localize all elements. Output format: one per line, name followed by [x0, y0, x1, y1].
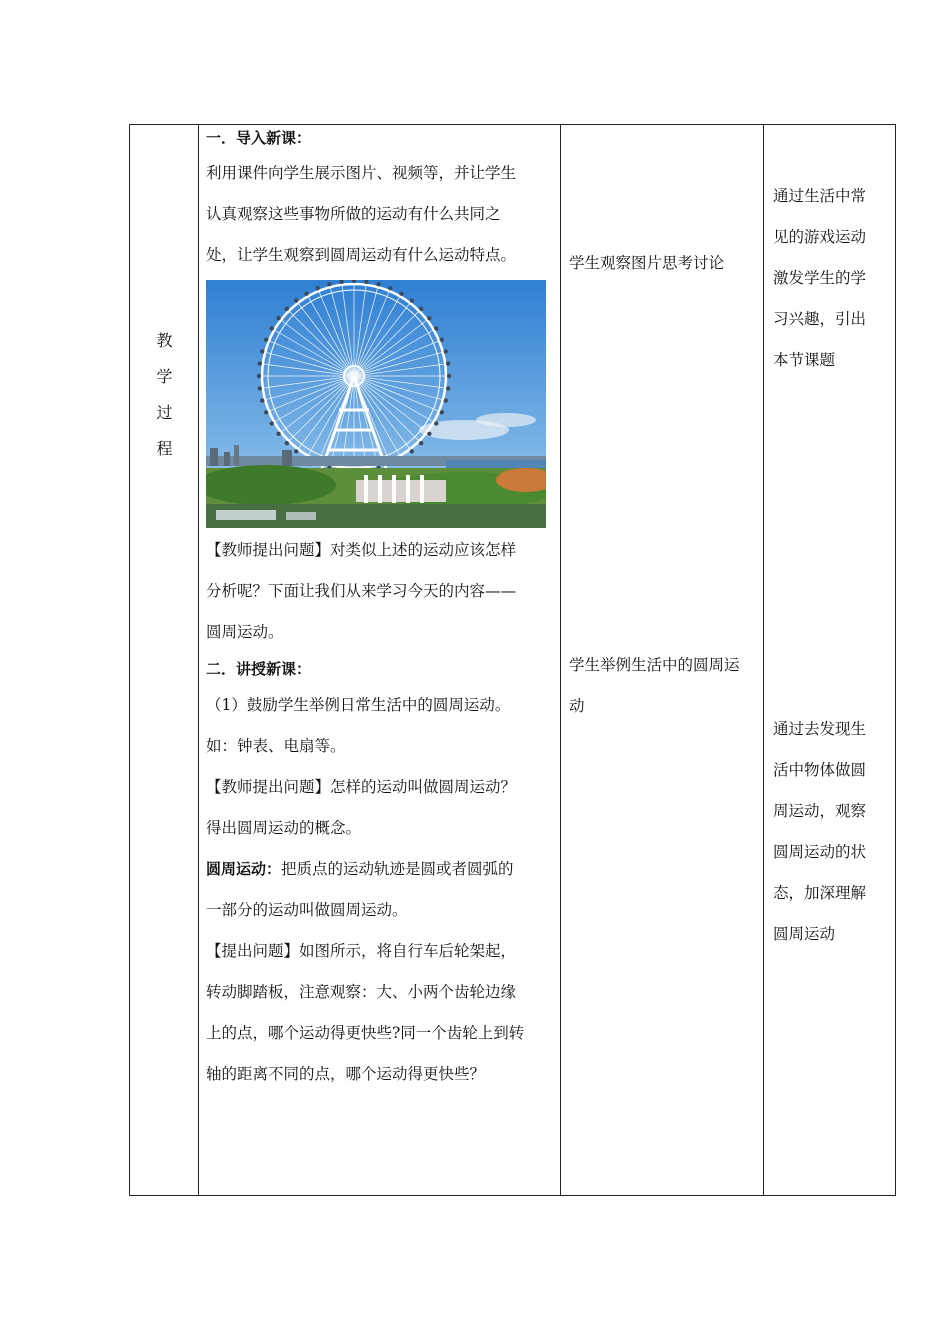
stage-char: 程 [156, 439, 173, 458]
definition-text: 把质点的运动轨迹是圆或者圆弧的 [281, 860, 514, 878]
text-line: 【教师提出问题】对类似上述的运动应该怎样 [206, 541, 517, 559]
lesson-table [129, 124, 896, 1196]
stage-column [130, 125, 199, 1195]
text-line: 得出圆周运动的概念。 [206, 819, 362, 837]
definition-line [206, 849, 524, 890]
text-line: 习兴趣，引出 [773, 310, 867, 328]
text-line: 学生举例生活中的圆周运 [569, 656, 740, 674]
text-line: 圆周运动 [773, 925, 836, 943]
text-line: 利用课件向学生展示图片、视频等，并让学生 [206, 164, 517, 182]
section-heading-new: 二．讲授新课： [206, 660, 312, 678]
ferris-wheel-photo [206, 280, 546, 528]
text-line: 如：钟表、电扇等。 [206, 737, 346, 755]
text-line: 见的游戏运动 [773, 228, 867, 246]
intro-paragraph [206, 153, 516, 276]
text-line: 圆周运动。 [206, 623, 284, 641]
definition-term: 圆周运动： [206, 860, 282, 878]
ferris-wheel-image [206, 280, 546, 528]
text-line: 分析呢？下面让我们从来学习今天的内容—— [206, 582, 517, 600]
text-line: 认真观察这些事物所做的运动有什么共同之 [206, 205, 501, 223]
text-line: 一部分的运动叫做圆周运动。 [206, 901, 408, 919]
design-intent-column [763, 125, 895, 1195]
teacher-activity-column [198, 125, 561, 1195]
design-intent-1 [773, 176, 866, 381]
stage-char: 过 [156, 403, 173, 422]
text-line: 圆周运动的状 [773, 843, 867, 861]
text-line: 轴的距离不同的点，哪个运动得更快些？ [206, 1065, 486, 1083]
stage-label [130, 323, 199, 467]
text-line: 通过生活中常 [773, 187, 867, 205]
student-activity-2 [569, 645, 740, 727]
teacher-question-1 [206, 530, 516, 653]
student-activity-column [560, 125, 764, 1195]
stage-char: 教 [156, 331, 173, 350]
text-line: 通过去发现生 [773, 720, 867, 738]
student-activity-1: 学生观察图片思考讨论 [569, 254, 725, 272]
text-line: 周运动，观察 [773, 802, 867, 820]
text-line: （1）鼓励学生举例日常生活中的圆周运动。 [206, 696, 511, 714]
text-line: 动 [569, 697, 585, 715]
text-line: 【教师提出问题】怎样的运动叫做圆周运动？ [206, 778, 517, 796]
stage-char: 学 [156, 367, 173, 386]
text-line: 活中物体做圆 [773, 761, 867, 779]
text-line: 【提出问题】如图所示，将自行车后轮架起， [206, 942, 517, 960]
text-line: 态，加深理解 [773, 884, 867, 902]
section-heading-intro: 一．导入新课： [206, 129, 312, 147]
text-line: 处，让学生观察到圆周运动有什么运动特点。 [206, 246, 517, 264]
text-line: 激发学生的学 [773, 269, 867, 287]
text-line: 转动脚踏板，注意观察：大、小两个齿轮边缘 [206, 983, 517, 1001]
text-line: 上的点，哪个运动得更快些?同一个齿轮上到转 [206, 1024, 525, 1042]
new-lesson-paragraph [206, 685, 524, 1095]
text-line: 本节课题 [773, 351, 836, 369]
design-intent-2 [773, 709, 866, 955]
